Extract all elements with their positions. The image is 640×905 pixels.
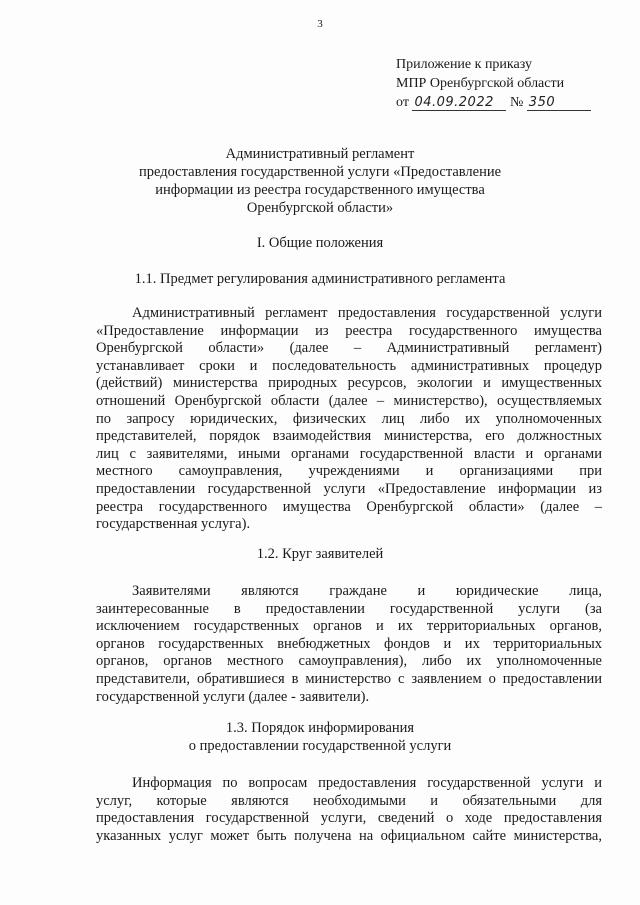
number-prefix: № xyxy=(509,95,524,110)
paragraph-line: заинтересованные в предоставлении государственной услуги (за xyxy=(96,600,602,617)
appendix-date-line xyxy=(396,93,591,112)
subsection-1-2-paragraph xyxy=(96,583,602,706)
title-line-1: Административный регламент xyxy=(225,146,415,162)
paragraph-line: представителей, порядок взаимодействия министерства, его должностных xyxy=(96,428,602,445)
section-1-heading: I. Общие положения xyxy=(256,235,384,251)
subsection-1-3-heading-line-2: о предоставлении государственной услуги xyxy=(188,738,452,754)
subsection-1-3-paragraph xyxy=(96,775,602,845)
paragraph-line: лиц с заявителями, иными органами государственной власти и органами xyxy=(96,445,602,462)
subsection-1-3-heading xyxy=(60,719,580,755)
paragraph-line: органов, органов местного самоуправления), либо их уполномоченные xyxy=(96,653,602,670)
appendix-line-1: Приложение к приказу xyxy=(396,57,532,72)
paragraph-line: предоставления государственной услуги, сведений о ходе предоставления xyxy=(96,810,602,827)
subsection-1-1-heading: 1.1. Предмет регулирования административного регламента xyxy=(134,271,506,287)
paragraph-line: услуг, которые являются необходимыми и обязательными для xyxy=(96,792,602,809)
paragraph-line: указанных услуг может быть получена на официальном сайте министерства, xyxy=(96,827,602,844)
appendix-block xyxy=(396,55,591,112)
paragraph-line: местного самоуправления, учреждениями и организациями при xyxy=(96,463,602,480)
paragraph-line: реестра государственного имущества Оренбургской области» (далее – xyxy=(96,498,602,515)
paragraph-line: представители, обратившиеся в министерство с заявлением о предоставлении xyxy=(96,670,602,687)
page-number: 3 xyxy=(317,18,323,30)
appendix-line-2: МПР Оренбургской области xyxy=(396,76,565,91)
subsection-1-3-heading-line-1: 1.3. Порядок информирования xyxy=(225,720,415,736)
paragraph-line: исключением государственных органов и их территориальных органов, xyxy=(96,618,602,635)
order-number-handwritten: 350 xyxy=(527,96,591,111)
title-line-3: информации из реестра государственного имущества xyxy=(155,182,485,198)
paragraph-line: Оренбургской области» (далее – Административный регламент) xyxy=(96,340,602,357)
date-prefix: от xyxy=(396,95,409,110)
paragraph-line: Информация по вопросам предоставления государственной услуги и xyxy=(132,775,602,791)
paragraph-line: предоставлении государственной услуги «Предоставление информации из xyxy=(96,480,602,497)
paragraph-line: государственная услуга). xyxy=(96,516,251,533)
order-date-handwritten: 04.09.2022 xyxy=(412,96,506,111)
paragraph-line: по запросу юридических, физических лиц либо их уполномоченных xyxy=(96,410,602,427)
paragraph-line: Административный регламент предоставления государственной услуги xyxy=(132,305,602,321)
subsection-1-2-heading: 1.2. Круг заявителей xyxy=(256,546,384,562)
paragraph-line: государственной услуги (далее - заявители). xyxy=(96,688,370,705)
paragraph-line: Заявителями являются граждане и юридические лица, xyxy=(132,583,602,599)
title-line-2: предоставления государственной услуги «Предоставление xyxy=(138,164,502,180)
paragraph-line: «Предоставление информации из реестра государственного имущества xyxy=(96,322,602,339)
paragraph-line: (действий) министерства природных ресурсов, экологии и имущественных xyxy=(96,375,602,392)
paragraph-line: устанавливает сроки и последовательность административных процедур xyxy=(96,357,602,374)
paragraph-line: органов государственных внебюджетных фондов и их территориальных xyxy=(96,635,602,652)
document-title xyxy=(60,145,580,217)
paragraph-line: отношений Оренбургской области (далее – министерство), осуществляемых xyxy=(96,392,602,409)
title-line-4: Оренбургской области» xyxy=(246,200,394,216)
subsection-1-1-paragraph xyxy=(96,305,602,534)
